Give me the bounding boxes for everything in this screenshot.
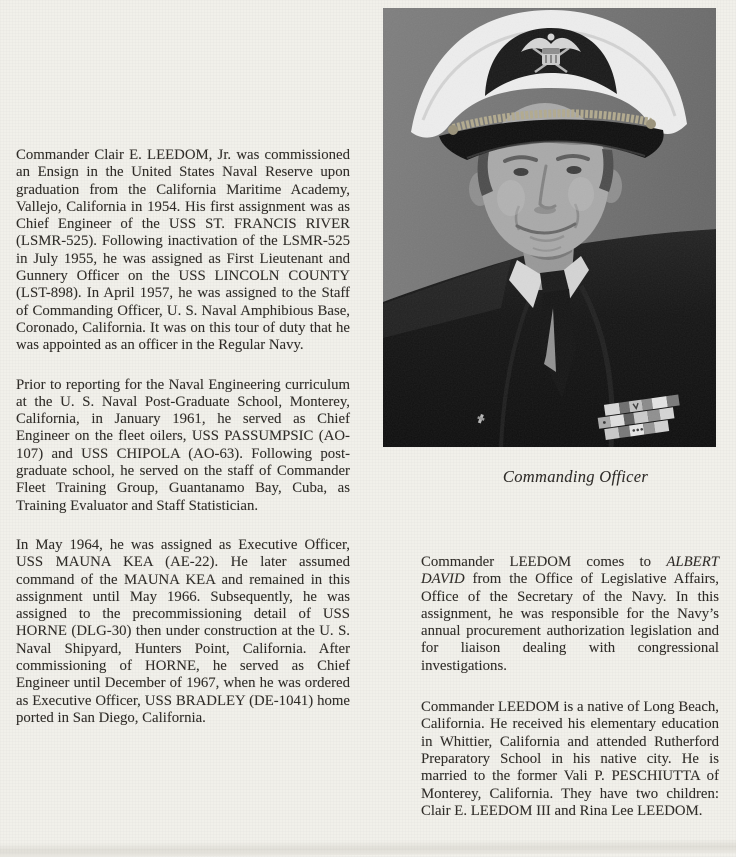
ship-name-albert-david: ALBERT DAVID xyxy=(421,554,719,588)
bio-paragraph-3: In May 1964, he was assigned as Executive Officer, USS MAUNA KEA (AE-22). He later assumed command of the MAUNA KEA and remained in this assignment until May 1966. Subsequently, he was assigned to the precommissioning detail of USS HORNE (DLG-30) then under construction at the U. S. Naval Shipyard, Hunters Point, California. After commissioning of HORNE, he served as Chief Engineer until December of 1967, when he was ordered as Executive Officer, USS BRADLEY (DE-1041) home ported in San Diego, California. xyxy=(16,536,350,726)
bio-paragraph-2: Prior to reporting for the Naval Engineering curriculum at the U. S. Naval Post-Graduate School, Monterey, California, in January 1961, he served as Chief Engineer on the fleet oilers, USS PASSUMPSIC (AO-107) and USS CHIPOLA (AO-63). Following post-graduate school, he served on the staff of Commander Fleet Training Group, Guantanamo Bay, Cuba, as Training Evaluator and Staff Statistician. xyxy=(16,376,350,514)
bio-paragraph-4 xyxy=(421,554,719,675)
bio-paragraph-4-text-cont: from the Office of Legislative Affairs, Office of the Secretary of the Navy. In this assignment, he was responsible for the Navy’s annual procurement authorization legislation and for liaison dealing with congressional investigations. xyxy=(421,571,719,674)
photo-film-grain xyxy=(383,8,716,447)
commanding-officer-portrait-photo xyxy=(383,8,716,447)
bio-paragraph-5: Commander LEEDOM is a native of Long Beach, California. He received his elementary education in Whittier, California and attended Rutherford Preparatory School in his native city. He is married to the former Vali P. PESCHIUTTA of Monterey, California. They have two children: Clair E. LEEDOM III and Rina Lee LEEDOM. xyxy=(421,699,719,819)
page-bottom-crease xyxy=(0,839,736,857)
bio-paragraph-1: Commander Clair E. LEEDOM, Jr. was commissioned an Ensign in the United States Naval Reserve upon graduation from the California Maritime Academy, Vallejo, California in 1954. His first assignment was as Chief Engineer of the USS ST. FRANCIS RIVER (LSMR-525). Following inactivation of the LSMR-525 in July 1955, he was assigned as First Lieutenant and Gunnery Officer on the USS LINCOLN COUNTY (LST-898). In April 1957, he was assigned to the Staff of Commanding Officer, U. S. Naval Amphibious Base, Coronado, California. It was on this tour of duty that he was appointed as an officer in the Regular Navy. xyxy=(16,147,350,354)
biography-right-column xyxy=(421,554,719,844)
bio-paragraph-4-text: Commander LEEDOM comes to xyxy=(421,554,667,570)
portrait-illustration xyxy=(383,8,716,447)
photo-caption: Commanding Officer xyxy=(502,467,649,486)
biography-left-column xyxy=(16,147,350,749)
